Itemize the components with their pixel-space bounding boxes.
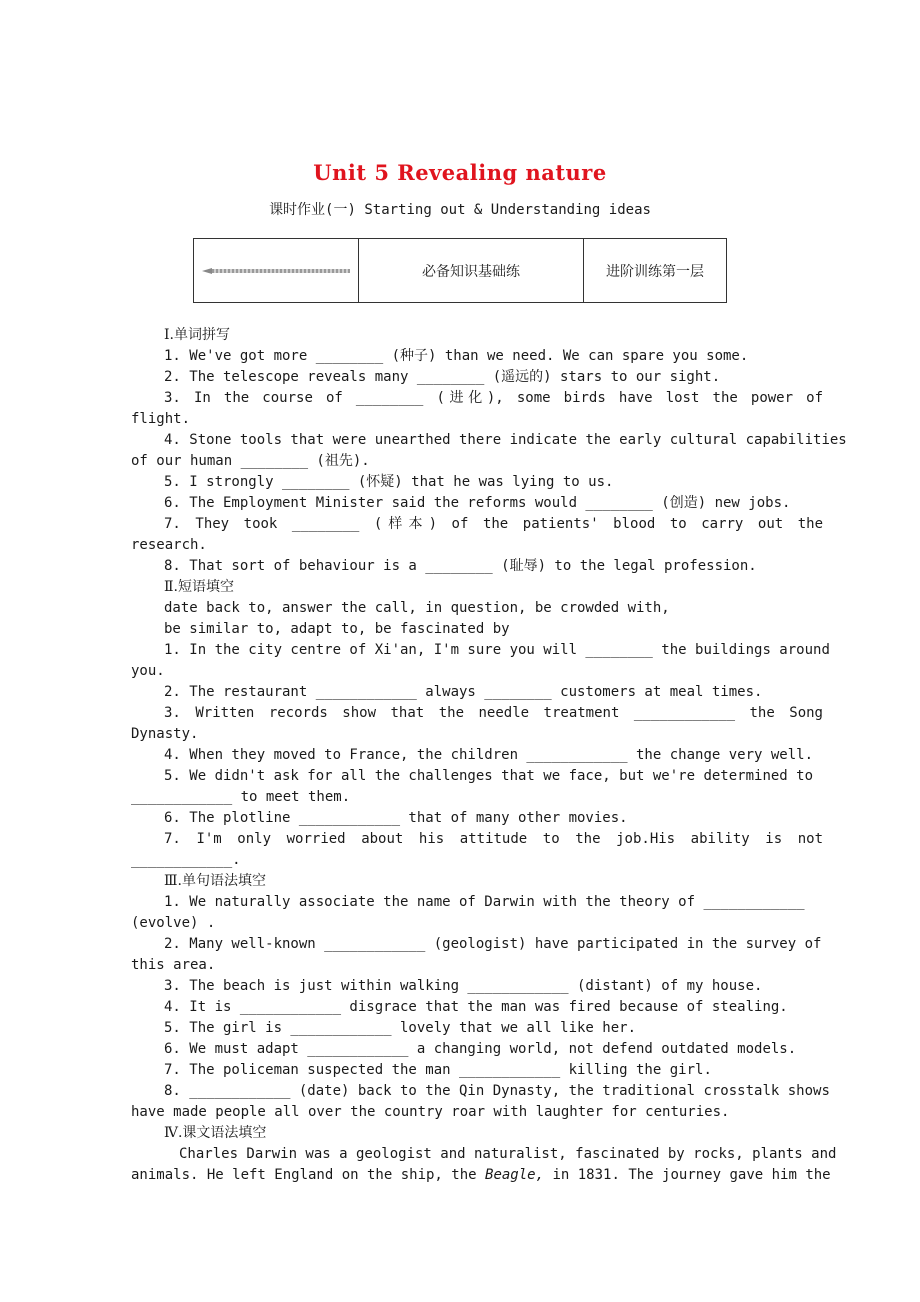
ship-name: Beagle,: [485, 1167, 545, 1183]
question-line: 7. The policeman suspected the man ____________ killing the girl.: [164, 1062, 712, 1078]
question-line: this area.: [131, 957, 216, 973]
question-line: ____________ to meet them.: [131, 789, 351, 805]
section-heading: Ⅳ.课文语法填空: [164, 1125, 267, 1141]
unit-title: Unit 5 Revealing nature: [313, 160, 607, 185]
question-line: you.: [131, 663, 165, 679]
phrase-bank: date back to, answer the call, in question, be crowded with,: [164, 600, 670, 616]
question-line: 1. In the city centre of Xi'an, I'm sure you will ________ the buildings around: [164, 642, 830, 658]
question-line: 3. The beach is just within walking ____________ (distant) of my house.: [164, 978, 763, 994]
question-line: 5. The girl is ____________ lovely that we all like her.: [164, 1020, 637, 1036]
question-line: 5. We didn't ask for all the challenges that we face, but we're determined to: [164, 768, 814, 784]
question-line: 2. The restaurant ____________ always ________ customers at meal times.: [164, 684, 763, 700]
question-line: 3. Written records show that the needle treatment ____________ the Song: [164, 705, 823, 721]
level-table: [193, 238, 727, 303]
question-line: 2. The telescope reveals many ________ (遥远的) stars to our sight.: [164, 369, 721, 385]
exercise-body: [131, 325, 847, 1186]
level-cell-pen: [194, 239, 359, 303]
question-line: 7. I'm only worried about his attitude to the job.His ability is not: [164, 831, 823, 847]
question-line: (evolve) .: [131, 915, 216, 931]
section-heading: Ⅲ.单句语法填空: [164, 873, 266, 889]
question-line: 6. We must adapt ____________ a changing world, not defend outdated models.: [164, 1041, 797, 1057]
passage-line: Charles Darwin was a geologist and naturalist, fascinated by rocks, plants and: [179, 1146, 837, 1162]
question-line: 4. Stone tools that were unearthed there indicate the early cultural capabilities: [164, 432, 847, 448]
section-heading: Ⅰ.单词拼写: [164, 327, 230, 343]
section-heading: Ⅱ.短语填空: [164, 579, 234, 595]
lesson-subtitle: 课时作业(一) Starting out & Understanding ideas: [269, 202, 651, 218]
question-line: Dynasty.: [131, 726, 199, 742]
question-line: 4. It is ____________ disgrace that the man was fired because of stealing.: [164, 999, 788, 1015]
question-line: 8. ____________ (date) back to the Qin Dynasty, the traditional crosstalk shows: [164, 1083, 830, 1099]
question-line: 8. That sort of behaviour is a ________ (耻辱) to the legal profession.: [164, 558, 757, 574]
question-line: 6. The Employment Minister said the reforms would ________ (创造) new jobs.: [164, 495, 791, 511]
question-line: 2. Many well-known ____________ (geologist) have participated in the survey of: [164, 936, 822, 952]
question-line: of our human ________ (祖先).: [131, 453, 370, 469]
question-line: 5. I strongly ________ (怀疑) that he was lying to us.: [164, 474, 614, 490]
question-line: research.: [131, 537, 207, 553]
question-line: 1. We naturally associate the name of Darwin with the theory of ____________: [164, 894, 805, 910]
passage-text: in 1831. The journey gave him the: [544, 1167, 831, 1183]
pen-icon: [202, 267, 350, 275]
question-line: 3. In the course of ________ (进化), some birds have lost the power of: [164, 390, 823, 406]
question-line: 7. They took ________ (样本) of the patients' blood to carry out the: [164, 516, 823, 532]
passage-text: animals. He left England on the ship, the: [131, 1167, 486, 1183]
question-line: have made people all over the country roar with laughter for centuries.: [131, 1104, 730, 1120]
question-line: 6. The plotline ____________ that of many other movies.: [164, 810, 628, 826]
question-line: ____________.: [131, 852, 241, 868]
level-cell-advanced: 进阶训练第一层: [584, 239, 727, 303]
phrase-bank: be similar to, adapt to, be fascinated by: [164, 621, 510, 637]
passage-line: [131, 1165, 831, 1186]
question-line: 4. When they moved to France, the children ____________ the change very well.: [164, 747, 814, 763]
level-cell-basic: 必备知识基础练: [359, 239, 584, 303]
question-line: 1. We've got more ________ (种子) than we need. We can spare you some.: [164, 348, 749, 364]
question-line: flight.: [131, 411, 191, 427]
